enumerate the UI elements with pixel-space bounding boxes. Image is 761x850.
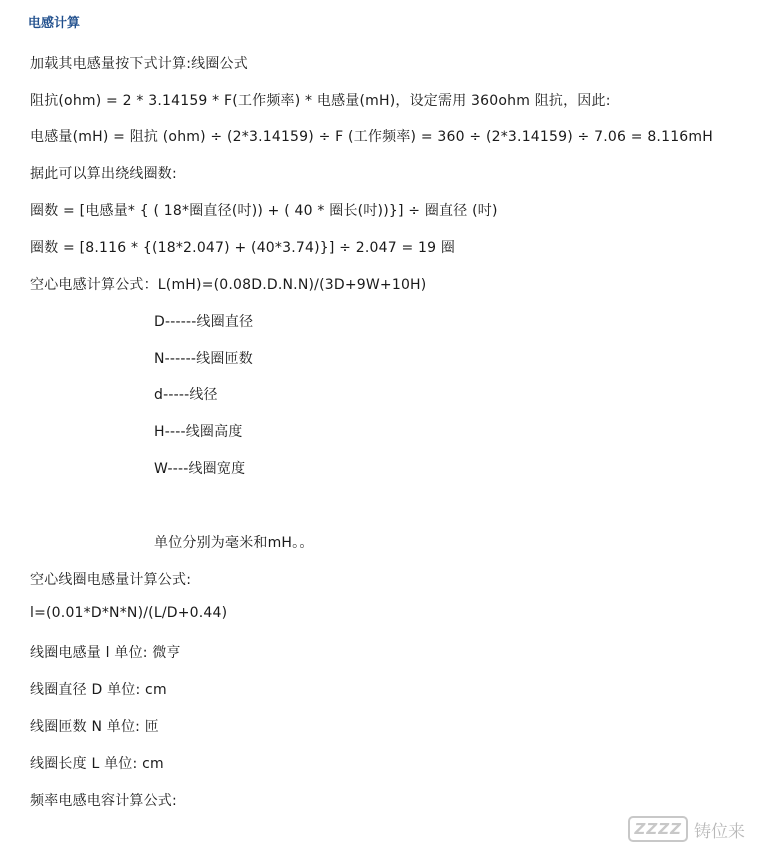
text-line: 线圈电感量 l 单位: 微亨 — [30, 645, 181, 661]
watermark-logo-icon: ZZZZ — [628, 816, 688, 842]
page-title: 电感计算 — [28, 16, 81, 31]
text-line: 圈数 = [电感量* { ( 18*圈直径(吋)) + ( 40 * 圈长(吋))}] ÷ 圈直径 (吋) — [30, 203, 498, 219]
text-line: 圈数 = [8.116 * {(18*2.047) + (40*3.74)}] ÷ 2.047 = 19 圈 — [30, 240, 456, 256]
legend-line: W----线圈宽度 — [154, 461, 246, 477]
text-line: 频率电感电容计算公式: — [30, 793, 177, 809]
unit-note: 单位分别为毫米和mH。。 — [154, 535, 314, 551]
text-line: 线圈长度 L 单位: cm — [30, 756, 164, 772]
legend-line: D------线圈直径 — [154, 314, 254, 330]
text-line: 电感量(mH) = 阻抗 (ohm) ÷ (2*3.14159) ÷ F (工作频率) = 360 ÷ (2*3.14159) ÷ 7.06 = 8.116mH — [30, 129, 713, 145]
text-line: 据此可以算出绕线圈数: — [30, 166, 177, 182]
text-line: 线圈匝数 N 单位: 匝 — [30, 719, 159, 735]
text-line: 空心电感计算公式：L(mH)=(0.08D.D.N.N)/(3D+9W+10H) — [30, 277, 427, 293]
legend-line: N------线圈匝数 — [154, 351, 253, 367]
text-line: 加载其电感量按下式计算:线圈公式 — [30, 56, 248, 72]
text-line: 空心线圈电感量计算公式: — [30, 572, 192, 588]
legend-line: H----线圈高度 — [154, 424, 243, 440]
watermark-text: 铸位来 — [694, 821, 745, 842]
legend-line: d-----线径 — [154, 387, 218, 403]
text-line: 线圈直径 D 单位: cm — [30, 682, 167, 698]
text-line: l=(0.01*D*N*N)/(L/D+0.44) — [30, 605, 228, 621]
watermark — [628, 816, 745, 842]
text-line: 阻抗(ohm) = 2 * 3.14159 * F(工作频率) * 电感量(mH)，设定需用 360ohm 阻抗，因此: — [30, 93, 611, 109]
